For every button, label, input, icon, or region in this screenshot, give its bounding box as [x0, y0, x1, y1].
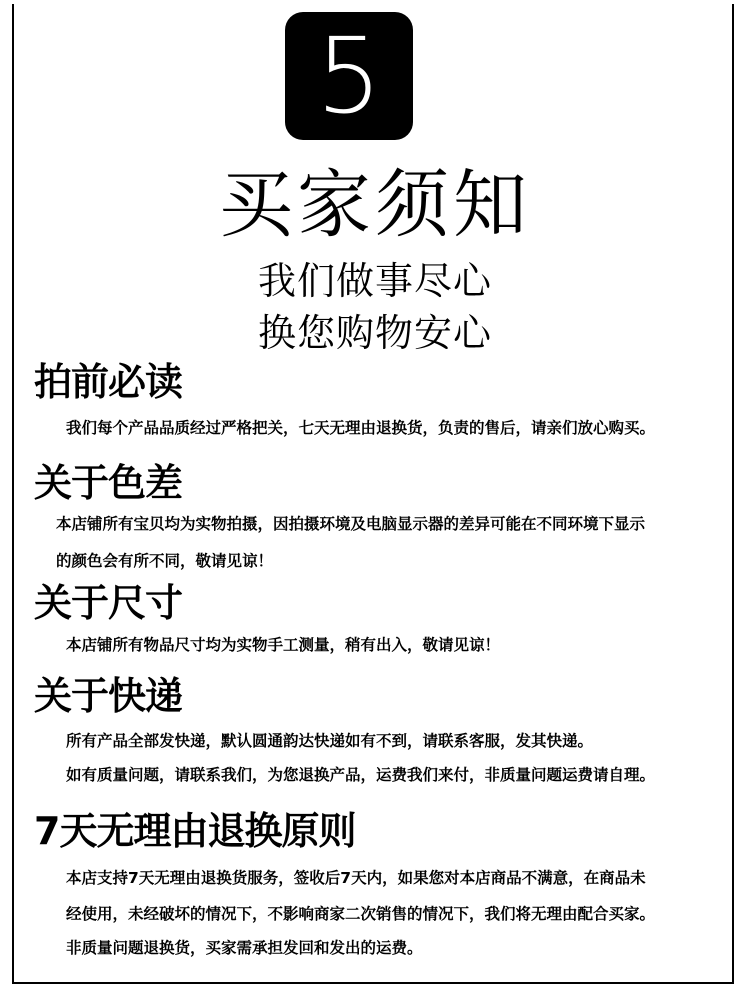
subtitle-1: 我们做事尽心: [257, 259, 492, 303]
section-text: 如有质量问题，请联系我们，为您退换产品，运费我们来付，非质量问题运费请自理。: [66, 766, 656, 784]
page-title: 买家须知: [219, 162, 531, 248]
section-heading-size: 关于尺寸: [34, 581, 183, 625]
section-heading-delivery: 关于快递: [34, 674, 183, 718]
section-text: 经使用，未经破坏的情况下，不影响商家二次销售的情况下，我们将无理由配合买家。: [66, 905, 656, 923]
section-text: 本店铺所有物品尺寸均为实物手工测量，稍有出入，敬请见谅！: [66, 636, 501, 654]
section-text: 非质量问题退换货，买家需承担发回和发出的运费。: [66, 939, 423, 957]
section-text: 我们每个产品品质经过严格把关，七天无理由退换货，负责的售后，请亲们放心购买。: [66, 419, 656, 437]
section-text: 的颜色会有所不同，敬请见谅！: [56, 552, 274, 570]
section-heading-read-before: 拍前必读: [34, 360, 183, 404]
section-text: 本店支持7天无理由退换货服务，签收后7天内，如果您对本店商品不满意，在商品未: [66, 869, 646, 887]
section-heading-color-difference: 关于色差: [34, 461, 183, 505]
section-heading-return-policy: 7天无理由退换原则: [34, 809, 356, 853]
badge-number: 5: [315, 15, 383, 137]
number-badge: [285, 12, 413, 140]
section-text: 本店铺所有宝贝均为实物拍摄，因拍摄环境及电脑显示器的差异可能在不同环境下显示: [56, 515, 646, 533]
subtitle-2: 换您购物安心: [257, 311, 492, 355]
section-text: 所有产品全部发快递，默认圆通韵达快递如有不到，请联系客服，发其快递。: [66, 732, 594, 750]
